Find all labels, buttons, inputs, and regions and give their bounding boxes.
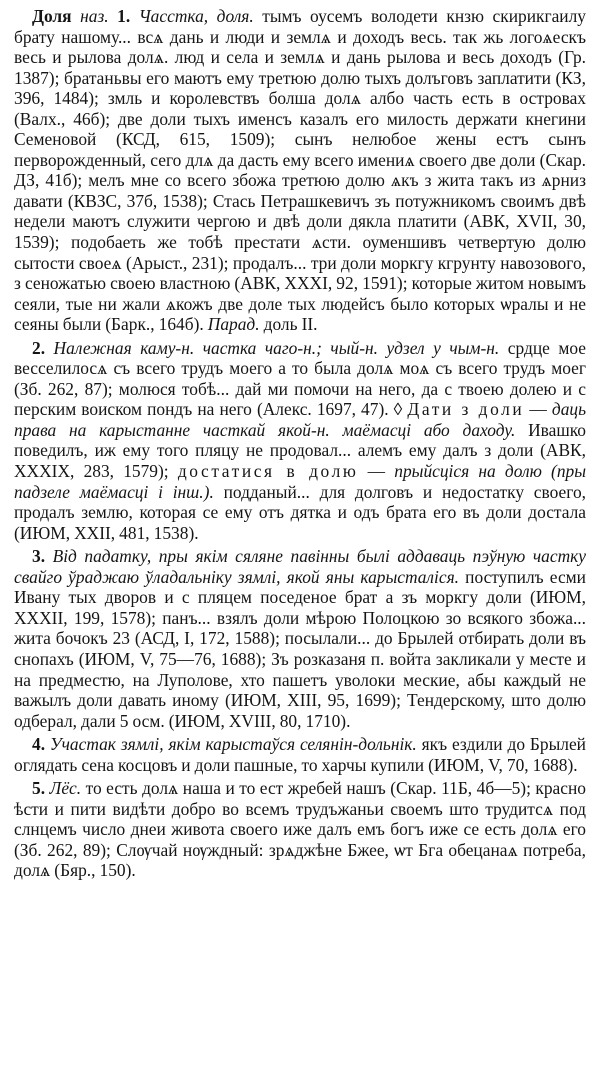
entry-text: тымъ оусемъ володети кнзю скирикгаилу брату нашому... всѧ дань и люди и землѧ и доходъ весь. так жь логоѧескъ весь и рылова долѧ. люд и села и землѧ и дань рылова и весь доходъ (Гр. 1387); братаньвы его маютъ ему третюю долю тыхъ долъговъ заплатити (КЗ, 396, 1484); змль и королевствъ болша долѧ албо часть есть в островах (Валх., 46б); две доли тыхъ именсъ казалъ его милость держати кнегини Семеновой (КСД, 615, 1509); сынъ нелюбое жены естъ сынъ перворожденный, сего длѧ да дасть ему всего имениѧ своего две доли (Скар. ДЗ, 41б); мелъ мне со всего збожа третюю долю ѧкъ з жита такъ из ѧрниз давати (КВЗС, 37б, 1538); Стась Петрашкевичъ зъ потужникомъ своимъ двѣ недели маютъ служити чергою и двѣ доли дякла платити (АВК, XVII, 30, 1539); подобаеть же тобѣ престати ѧсти. оуменшивъ четвертую долю сытости своеѧ (Арыст., 231); продалъ... три доли моркгу кгрунту навозового, з сеножатью своею властною (АВК, XXXI, 92, 1591); которые житом новымъ сеяли, тые ни жали ѧкожъ две доле тых людейсъ было которых ѡралы и не сеяны были (Барк., 164б).: [14, 6, 586, 335]
sense-number: 2.: [32, 337, 46, 358]
italic-text: Участак зямлі, якім карыстаўся селянін-дольнік.: [45, 734, 417, 755]
entry-text: Ивашко поведилъ, иж ему того пляцу не продовал... алемъ ему далъ з доли (АВК, XXXIX, 283, 1579);: [14, 419, 586, 482]
entry-text: —: [358, 461, 395, 482]
italic-text: наз.: [71, 6, 118, 26]
entry-text: поступилъ есми Ивану тых дворов и с пляцем поседеное брат а зъ моркгу доли (ИЮМ, XXXII, 199, 1578); панъ... взялъ доли мѣрою Полоцкою зо всякого збожа... жита бочокъ 23 (АСД, I, 172, 1588); посылали... до Брылей отбирать доли въ снопахъ (ИЮМ, V, 75—76, 1688); Зъ розказаня п. войта закликали у месте и на предместю, на Луполове, хто пашетъ уволоки меские, абы каждый не важылъ доли давать иному (ИЮМ, XIII, 95, 1699); Тендерскому, што долю одберал, дали 5 осм. (ИЮМ, XVIII, 80, 1710).: [14, 566, 586, 731]
italic-text: Парад.: [207, 314, 260, 335]
italic-text: Лёс.: [45, 778, 82, 799]
spaced-phrase: Дати з доли: [407, 399, 525, 420]
entry-text: якъ ездили до Брылей оглядать сена косцовъ и доли пашные, то харчы купили (ИЮМ, V, 70, 1688).: [14, 734, 586, 775]
italic-text: прыйсціся на долю (пры падзеле маёмасці і інш.).: [14, 461, 587, 502]
italic-text: даць права на карыстанне часткай якой-н. маёмасці або даходу.: [14, 399, 586, 440]
entry-text: срдце мое весселилосѧ съ всего трудъ моего а то была долѧ моѧ съ всего трудъ моег (Зб. 262, 87); молюся тобѣ... дай ми помочи на него, да с твоею долею и с перским воиском пондъ на него (Алекс. 1697, 47). ◊: [14, 337, 586, 420]
spaced-phrase: достатися в долю: [177, 461, 359, 482]
entry-text: доль II.: [259, 314, 318, 335]
italic-text: Часстка, доля.: [130, 6, 254, 26]
entry-paragraph-sense-5: [14, 778, 586, 881]
sense-number: 1.: [117, 6, 131, 26]
sense-number: 5.: [32, 778, 46, 799]
entry-paragraph-sense-2: [14, 338, 586, 543]
italic-text: Від падатку, пры якім сяляне павінны былі аддаваць пэўную частку свайго ўраджаю ўладальніку зямлі, якой яны карысталіся.: [14, 546, 586, 587]
italic-text: Належная каму-н. частка чаго-н.; чый-н. удзел у чым-н.: [45, 337, 500, 358]
entry-text: —: [524, 399, 552, 420]
entry-text: подданый... для долговъ и недостатку своего, продалъ землю, которая се ему отъ дятка и одъ брата его въ доли достала (ИЮМ, XXII, 481, 1538).: [14, 481, 586, 543]
entry-paragraph-sense-4: [14, 734, 586, 775]
headword: Доля: [32, 6, 72, 26]
entry-paragraph-sense-3: [14, 546, 586, 731]
dictionary-entry-dolya: [14, 6, 586, 881]
entry-paragraph-sense-1: [14, 6, 586, 335]
sense-number: 4.: [32, 734, 46, 755]
sense-number: 3.: [32, 546, 46, 567]
entry-text: то есть долѧ наша и то ест жребей нашъ (Скар. 11Б, 4б—5); красно ѣсти и пити видѣти добро во всемъ трудъжаньи своемъ што трудитсѧ под слнцемъ число днеи живота своего иже далъ емъ богъ иже се есть долѧ его (Зб. 262, 89); Слѹчай нѹждный: зрѧджѣне Бжее, ѡт Бга обецанаѧ потреба, долѧ (Бяр., 150).: [14, 778, 586, 881]
